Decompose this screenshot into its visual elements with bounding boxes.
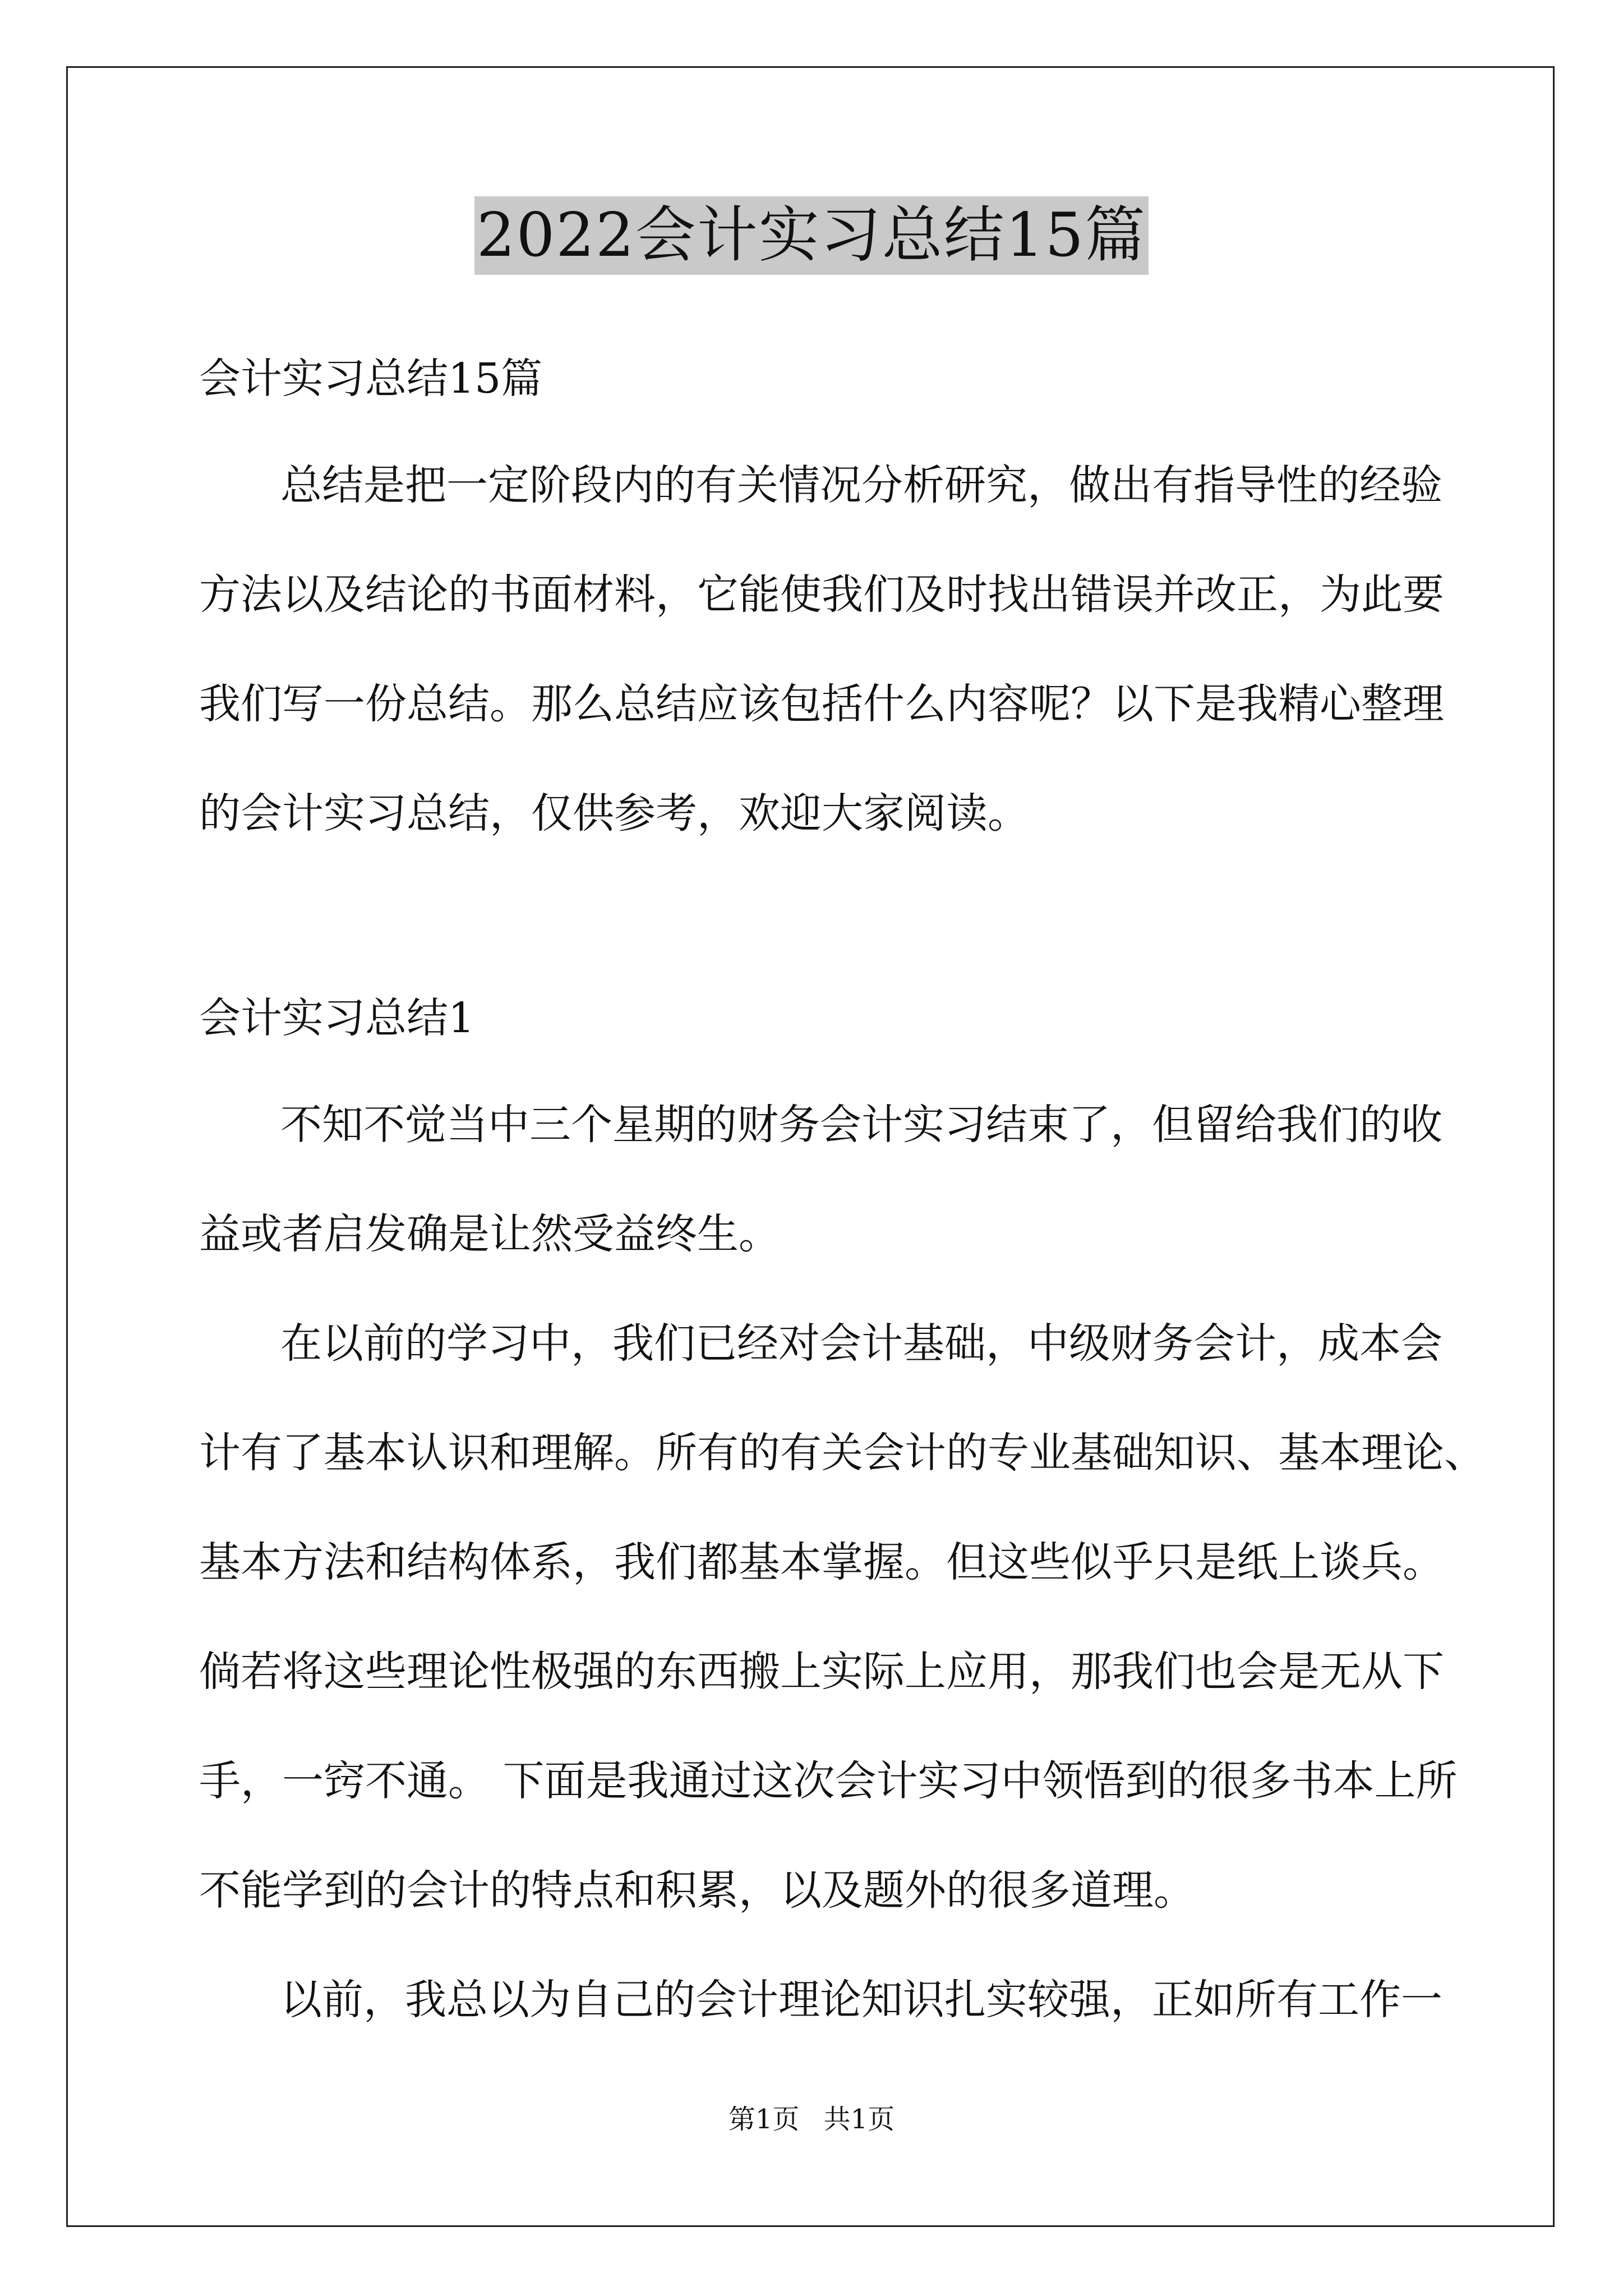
page-footer <box>0 2102 1623 2136</box>
body-line-5: 基本方法和结构体系，我们都基本掌握。但这些似乎只是纸上谈兵。 <box>199 1538 1444 1586</box>
page-number-total: 共1页 <box>823 2104 895 2135</box>
title-container <box>0 196 1623 275</box>
intro-line-1: 总结是把一定阶段内的有关情况分析研究，做出有指导性的经验 <box>280 461 1442 509</box>
body-line-4: 计有了基本认识和理解。所有的有关会计的专业基础知识、基本理论、 <box>199 1429 1486 1477</box>
body-line-8: 不能学到的会计的特点和积累，以及题外的很多道理。 <box>199 1866 1195 1915</box>
page-number-current: 第1页 <box>728 2104 800 2135</box>
intro-line-2: 方法以及结论的书面材料，它能使我们及时找出错误并改正，为此要 <box>199 570 1444 619</box>
section-heading: 会计实习总结1 <box>199 994 475 1042</box>
body-line-9: 以前，我总以为自己的会计理论知识扎实较强，正如所有工作一 <box>280 1976 1442 2024</box>
intro-line-4: 的会计实习总结，仅供参考，欢迎大家阅读。 <box>199 789 1029 838</box>
body-line-2: 益或者启发确是让然受益终生。 <box>199 1210 780 1258</box>
body-line-7: 手，一窍不通。 下面是我通过这次会计实习中领悟到的很多书本上所 <box>199 1757 1458 1805</box>
body-line-6: 倘若将这些理论性极强的东西搬上实际上应用，那我们也会是无从下 <box>199 1648 1444 1696</box>
intro-line-3: 我们写一份总结。那么总结应该包括什么内容呢？以下是我精心整理 <box>199 680 1444 728</box>
body-line-3: 在以前的学习中，我们已经对会计基础，中级财务会计，成本会 <box>280 1319 1442 1368</box>
document-title: 2022会计实习总结15篇 <box>474 196 1149 275</box>
document-subtitle: 会计实习总结15篇 <box>199 355 543 403</box>
body-line-1: 不知不觉当中三个星期的财务会计实习结束了，但留给我们的收 <box>280 1101 1442 1149</box>
